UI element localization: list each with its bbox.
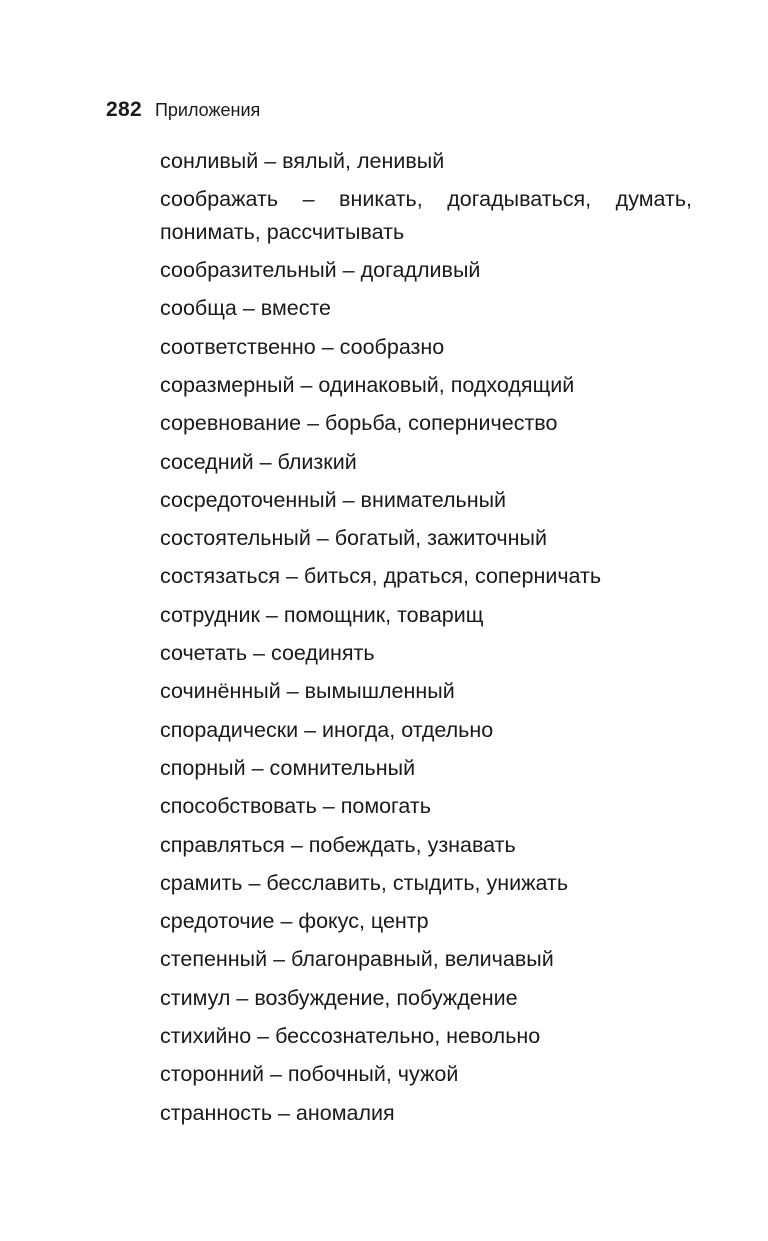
synonym-entry: сосредоточенный – внимательный	[160, 487, 507, 512]
synonym-entry: стимул – возбуждение, побуждение	[160, 985, 518, 1010]
synonym-entry: срамить – бесславить, стыдить, унижать	[160, 870, 569, 895]
synonym-entry: стихийно – бессознательно, невольно	[160, 1024, 541, 1049]
synonym-list	[160, 145, 692, 1135]
synonym-entry: состязаться – биться, драться, соперничать	[160, 564, 602, 589]
synonym-entry: справляться – побеждать, узнавать	[160, 832, 516, 857]
section-title: Приложения	[154, 100, 261, 120]
synonym-entry: соревнование – борьба, соперничество	[160, 411, 558, 436]
synonym-entry: спорный – сомнительный	[160, 755, 416, 780]
synonym-entry: соседний – близкий	[160, 449, 357, 474]
synonym-entry: странность – аномалия	[160, 1100, 395, 1125]
synonym-entry: сторонний – побочный, чужой	[160, 1062, 459, 1087]
synonym-entry: способствовать – помогать	[160, 794, 431, 819]
synonym-entry: сочетать – соединять	[160, 641, 375, 666]
synonym-entry: средоточие – фокус, центр	[160, 909, 429, 934]
synonym-entry: сообща – вместе	[160, 296, 332, 321]
synonym-entry: сонливый – вялый, ленивый	[160, 149, 445, 173]
synonym-entry: сотрудник – помощник, товарищ	[160, 602, 484, 627]
synonym-entry: соответственно – сообразно	[160, 334, 445, 359]
synonym-entry: степенный – благонравный, величавый	[160, 947, 554, 972]
synonym-entry: состоятельный – богатый, зажиточный	[160, 526, 547, 551]
synonym-entry: спорадически – иногда, отдельно	[160, 717, 494, 742]
synonym-entry: соображать – вникать, догадываться, думать, понимать, рассчитывать	[160, 187, 692, 244]
page-number: 282	[106, 98, 142, 121]
running-head	[106, 98, 260, 122]
synonym-entry: сообразительный – догадливый	[160, 258, 481, 283]
synonym-entry: соразмерный – одинаковый, подходящий	[160, 372, 575, 397]
synonym-entry: сочинённый – вымышленный	[160, 679, 455, 704]
